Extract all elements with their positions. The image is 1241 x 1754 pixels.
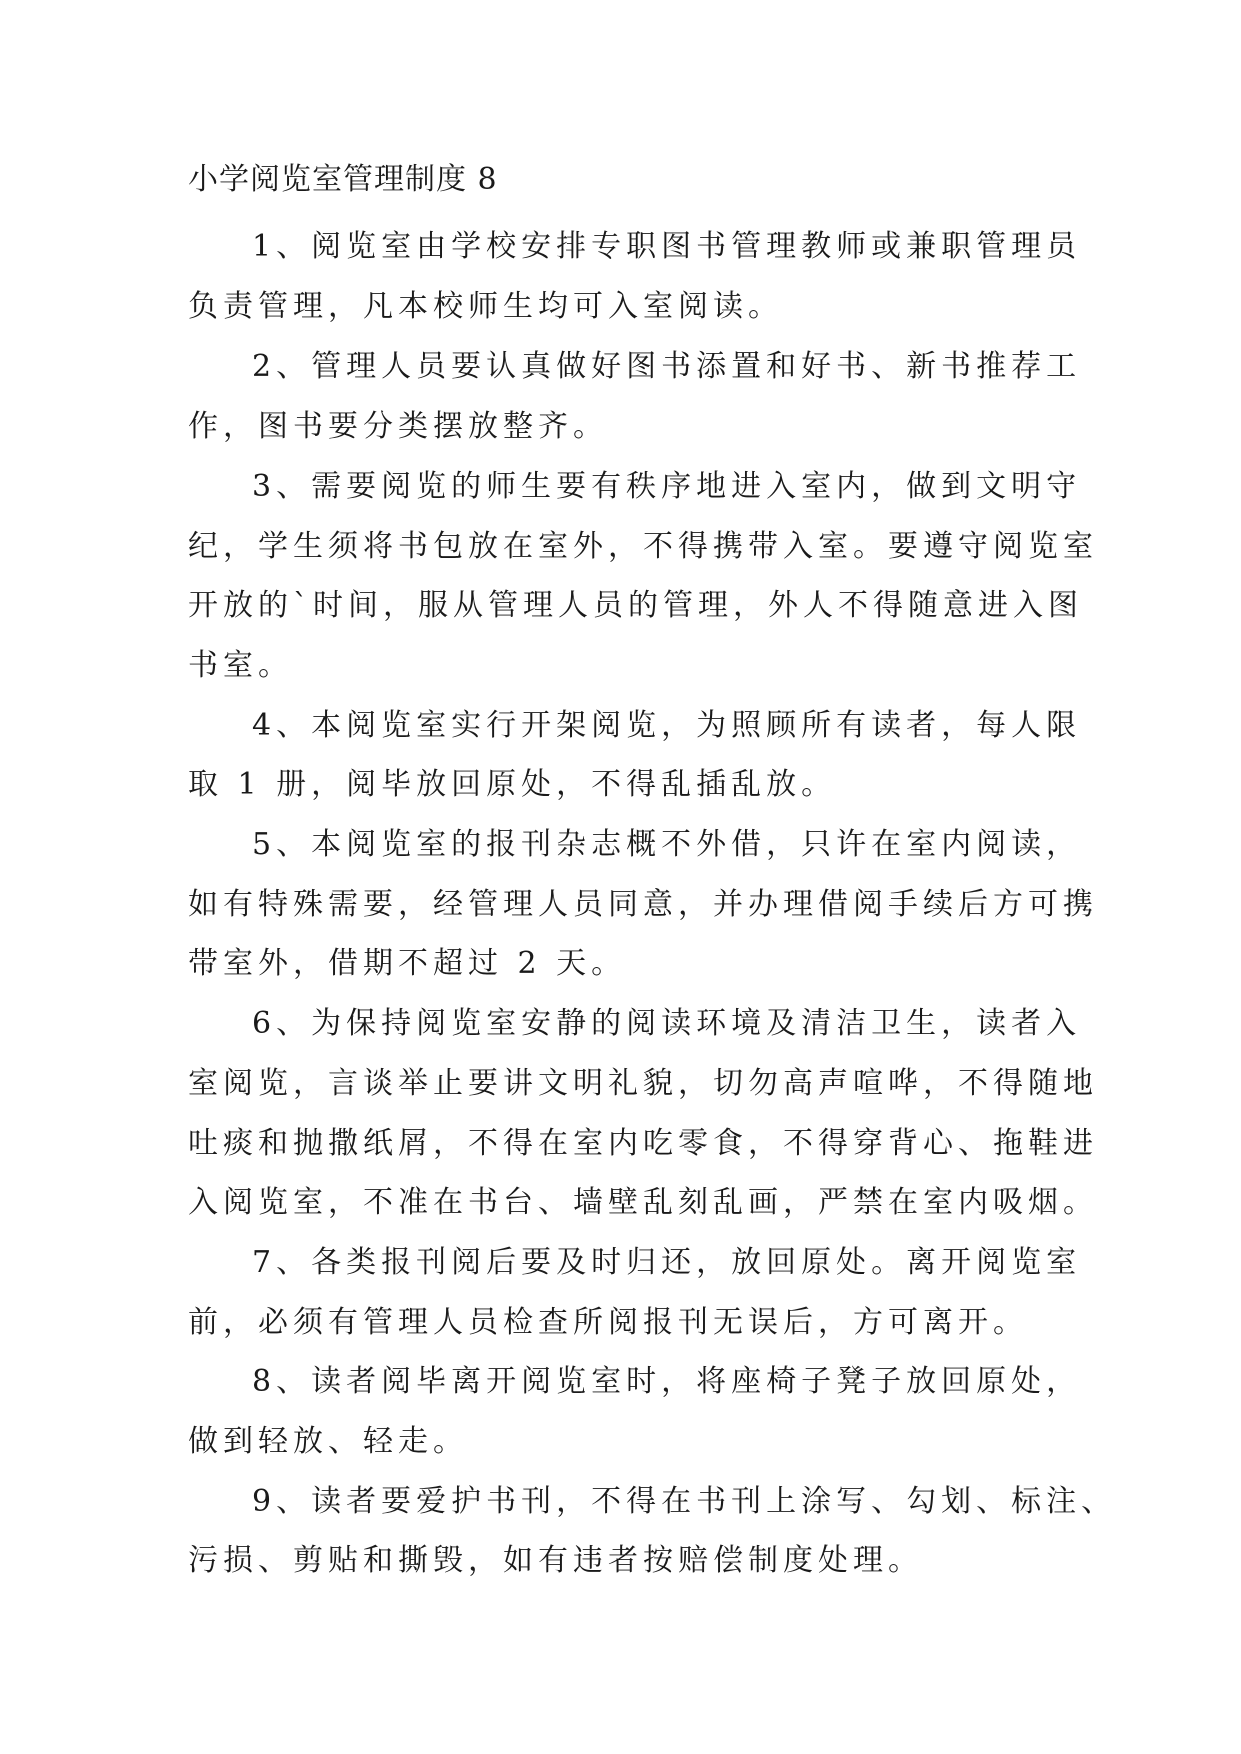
rule-9-line-1: 9、读者要爱护书刊，不得在书刊上涂写、勾划、标注、 [252,1484,1117,1519]
rule-8-line-1: 8、读者阅毕离开阅览室时，将座椅子凳子放回原处， [252,1364,1082,1399]
rule-5-line-2: 如有特殊需要，经管理人员同意，并办理借阅手续后方可携 [188,887,1098,922]
rule-3-line-3: 开放的`时间，服从管理人员的管理，外人不得随意进入图 [188,588,1083,623]
rule-4-line-1: 4、本阅览室实行开架阅览，为照顾所有读者，每人限 [252,708,1082,743]
rule-2-line-2: 作，图书要分类摆放整齐。 [188,409,608,444]
rule-6-line-3: 吐痰和抛撒纸屑，不得在室内吃零食，不得穿背心、拖鞋进 [188,1126,1098,1161]
rule-6-line-2: 室阅览，言谈举止要讲文明礼貌，切勿高声喧哗，不得随地 [188,1066,1098,1101]
rule-3-line-1: 3、需要阅览的师生要有秩序地进入室内，做到文明守 [252,469,1082,504]
rule-5-line-3: 带室外，借期不超过 2 天。 [188,946,627,981]
rule-7-line-2: 前，必须有管理人员检查所阅报刊无误后，方可离开。 [188,1305,1028,1340]
document-title: 小学阅览室管理制度 8 [188,162,498,197]
rule-3-line-4: 书室。 [188,648,293,683]
rule-7-line-1: 7、各类报刊阅后要及时归还，放回原处。离开阅览室 [252,1245,1082,1280]
rule-8-line-2: 做到轻放、轻走。 [188,1424,468,1459]
rule-1-line-1: 1、阅览室由学校安排专职图书管理教师或兼职管理员 [252,229,1082,264]
rule-3-line-2: 纪，学生须将书包放在室外，不得携带入室。要遵守阅览室 [188,529,1098,564]
rule-4-line-2: 取 1 册，阅毕放回原处，不得乱插乱放。 [188,767,837,802]
rule-1-line-2: 负责管理，凡本校师生均可入室阅读。 [188,289,783,324]
rule-6-line-4: 入阅览室，不准在书台、墙壁乱刻乱画，严禁在室内吸烟。 [188,1185,1098,1220]
rule-2-line-1: 2、管理人员要认真做好图书添置和好书、新书推荐工 [252,349,1082,384]
rule-5-line-1: 5、本阅览室的报刊杂志概不外借，只许在室内阅读， [252,827,1082,862]
rule-9-line-2: 污损、剪贴和撕毁，如有违者按赔偿制度处理。 [188,1543,923,1578]
rule-6-line-1: 6、为保持阅览室安静的阅读环境及清洁卫生，读者入 [252,1006,1082,1041]
